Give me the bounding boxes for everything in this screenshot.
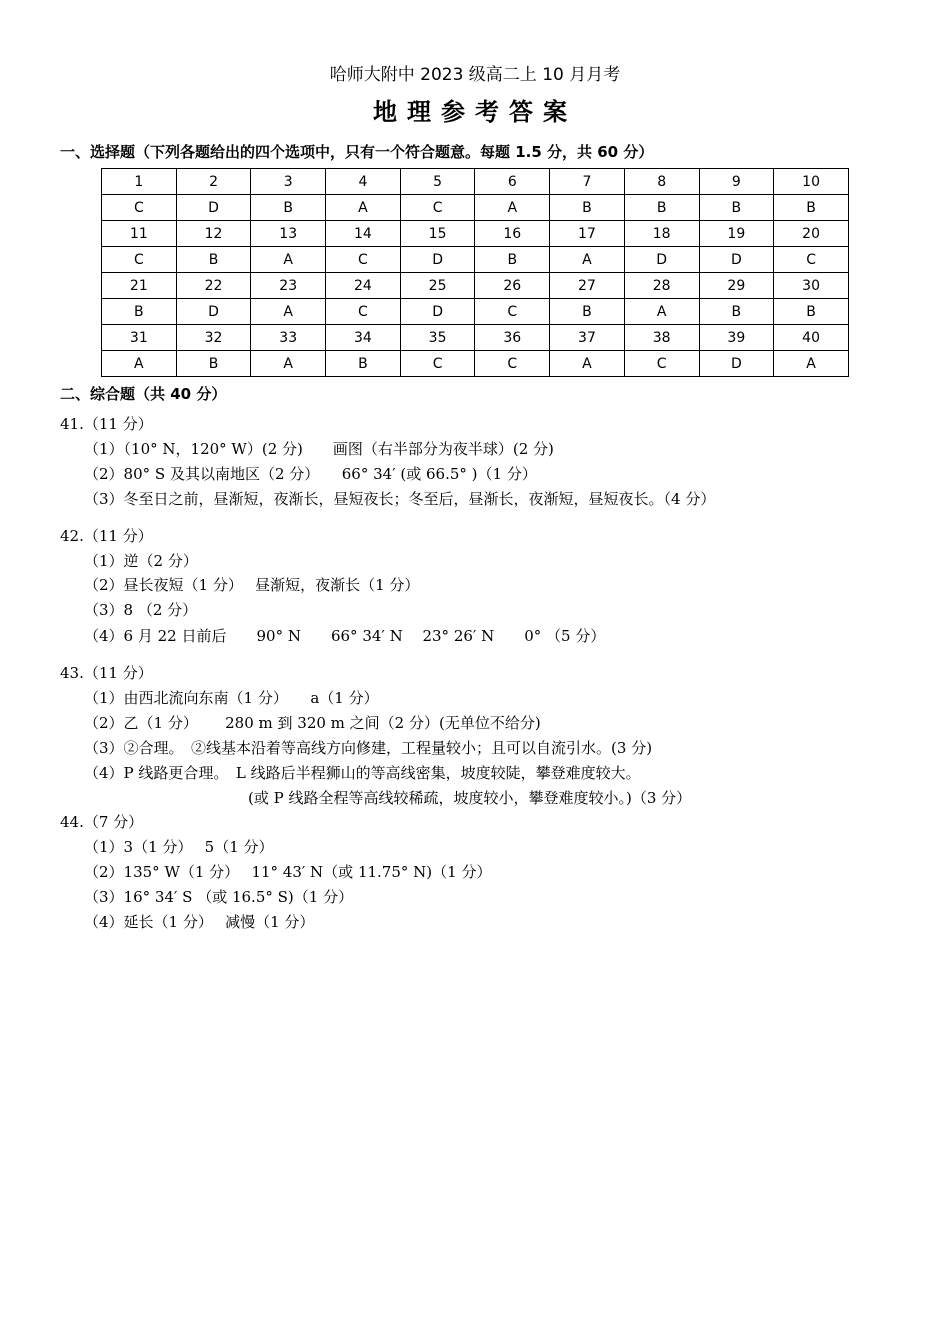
question-number-cell: 31	[102, 325, 177, 351]
question-number-cell: 3	[251, 169, 326, 195]
question-number-cell: 37	[550, 325, 625, 351]
question-number-cell: 19	[699, 221, 774, 247]
question-number-cell: 27	[550, 273, 625, 299]
answer-cell: C	[400, 195, 475, 221]
question-number-cell: 30	[774, 273, 849, 299]
answer-cell: A	[624, 299, 699, 325]
answer-cell: B	[550, 195, 625, 221]
question-number-cell: 20	[774, 221, 849, 247]
question-44-part-4: （4）延长（1 分） 减慢（1 分）	[84, 913, 315, 931]
question-43-part-2: （2）乙（1 分） 280 m 到 320 m 之间（2 分）(无单位不给分)	[84, 714, 541, 732]
question-number-cell: 28	[624, 273, 699, 299]
question-43-part-4: （4）P 线路更合理。 L 线路后半程狮山的等高线密集，坡度较陡，攀登难度较大。	[84, 764, 641, 782]
question-43-part-3: （3）②合理。 ②线基本沿着等高线方向修建，工程量较小；且可以自流引水。(3 分)	[84, 739, 653, 757]
answer-cell: B	[176, 351, 251, 377]
question-43-heading: 43.（11 分）	[60, 664, 153, 682]
question-number-row	[102, 325, 849, 351]
question-number-cell: 2	[176, 169, 251, 195]
question-number-cell: 9	[699, 169, 774, 195]
question-number-cell: 23	[251, 273, 326, 299]
answer-cell: B	[102, 299, 177, 325]
question-number-cell: 21	[102, 273, 177, 299]
answer-cell: A	[550, 351, 625, 377]
question-number-cell: 15	[400, 221, 475, 247]
answer-cell: B	[774, 195, 849, 221]
school-exam-header: 哈师大附中 2023 级高二上 10 月月考	[329, 65, 621, 85]
answer-cell: C	[624, 351, 699, 377]
question-number-row	[102, 221, 849, 247]
question-41-part-2: （2）80° S 及其以南地区（2 分） 66° 34′ (或 66.5° )（1 分）	[84, 465, 537, 483]
answer-cell: A	[251, 247, 326, 273]
question-41-part-1: （1）（10° N，120° W）(2 分) 画图（右半部分为夜半球）(2 分)	[84, 440, 554, 458]
answer-cell: A	[774, 351, 849, 377]
answer-cell: A	[251, 351, 326, 377]
answer-cell: A	[251, 299, 326, 325]
answer-cell: C	[326, 247, 401, 273]
answer-cell: A	[550, 247, 625, 273]
answer-cell: A	[326, 195, 401, 221]
answer-cell: B	[326, 351, 401, 377]
answer-cell: B	[624, 195, 699, 221]
question-number-row	[102, 169, 849, 195]
answer-cell: A	[102, 351, 177, 377]
answer-cell: C	[475, 351, 550, 377]
question-43-part-4-alt: (或 P 线路全程等高线较稀疏，坡度较小，攀登难度较小。)（3 分）	[248, 789, 692, 807]
section-2-heading: 二、综合题（共 40 分）	[60, 385, 227, 403]
question-number-cell: 11	[102, 221, 177, 247]
question-number-cell: 36	[475, 325, 550, 351]
answer-cell: B	[699, 195, 774, 221]
question-44-heading: 44.（7 分）	[60, 813, 144, 831]
question-number-cell: 34	[326, 325, 401, 351]
question-41-part-3: （3）冬至日之前，昼渐短，夜渐长，昼短夜长；冬至后，昼渐长，夜渐短，昼短夜长。（4 分）	[84, 490, 716, 508]
question-number-cell: 17	[550, 221, 625, 247]
answer-cell: B	[699, 299, 774, 325]
question-number-cell: 16	[475, 221, 550, 247]
question-42-part-4: （4）6 月 22 日前后 90° N 66° 34′ N 23° 26′ N 0° （5 分）	[84, 627, 606, 645]
question-number-cell: 24	[326, 273, 401, 299]
question-44-part-2: （2）135° W（1 分） 11° 43′ N（或 11.75° N)（1 分）	[84, 863, 492, 881]
answer-cell: B	[475, 247, 550, 273]
question-number-cell: 25	[400, 273, 475, 299]
answer-row	[102, 351, 849, 377]
question-number-cell: 12	[176, 221, 251, 247]
question-number-cell: 7	[550, 169, 625, 195]
question-number-cell: 18	[624, 221, 699, 247]
question-42-part-1: （1）逆（2 分）	[84, 552, 198, 570]
answer-row	[102, 299, 849, 325]
answer-row	[102, 195, 849, 221]
page-title: 地理参考答案	[373, 97, 577, 126]
answer-row	[102, 247, 849, 273]
question-43-part-1: （1）由西北流向东南（1 分） a（1 分）	[84, 689, 379, 707]
answer-cell: B	[251, 195, 326, 221]
answer-cell: C	[102, 195, 177, 221]
question-number-cell: 22	[176, 273, 251, 299]
question-42-part-2: （2）昼长夜短（1 分） 昼渐短，夜渐长（1 分）	[84, 576, 420, 594]
answer-cell: A	[475, 195, 550, 221]
question-42-part-3: （3）8 （2 分）	[84, 601, 198, 619]
question-number-cell: 32	[176, 325, 251, 351]
question-44-part-3: （3）16° 34′ S （或 16.5° S)（1 分）	[84, 888, 354, 906]
question-number-cell: 40	[774, 325, 849, 351]
section-1-heading: 一、选择题（下列各题给出的四个选项中，只有一个符合题意。每题 1.5 分，共 60 分）	[60, 143, 654, 161]
answer-cell: C	[475, 299, 550, 325]
answer-cell: C	[400, 351, 475, 377]
answer-cell: D	[400, 247, 475, 273]
question-number-cell: 38	[624, 325, 699, 351]
question-number-cell: 5	[400, 169, 475, 195]
question-number-cell: 10	[774, 169, 849, 195]
answer-cell: B	[774, 299, 849, 325]
answer-cell: B	[176, 247, 251, 273]
question-number-cell: 13	[251, 221, 326, 247]
choice-answer-table	[101, 168, 849, 377]
question-number-cell: 39	[699, 325, 774, 351]
answer-cell: C	[102, 247, 177, 273]
question-number-cell: 35	[400, 325, 475, 351]
answer-cell: D	[624, 247, 699, 273]
answer-cell: C	[774, 247, 849, 273]
question-number-cell: 1	[102, 169, 177, 195]
answer-cell: B	[550, 299, 625, 325]
question-44-part-1: （1）3（1 分） 5（1 分）	[84, 838, 274, 856]
answer-cell: D	[699, 247, 774, 273]
answer-cell: D	[176, 195, 251, 221]
question-number-cell: 6	[475, 169, 550, 195]
question-number-cell: 4	[326, 169, 401, 195]
question-number-cell: 33	[251, 325, 326, 351]
question-41-heading: 41.（11 分）	[60, 415, 153, 433]
question-number-row	[102, 273, 849, 299]
answer-cell: C	[326, 299, 401, 325]
question-number-cell: 8	[624, 169, 699, 195]
answer-cell: D	[400, 299, 475, 325]
answer-cell: D	[699, 351, 774, 377]
answer-cell: D	[176, 299, 251, 325]
question-number-cell: 29	[699, 273, 774, 299]
question-42-heading: 42.（11 分）	[60, 527, 153, 545]
question-number-cell: 26	[475, 273, 550, 299]
question-number-cell: 14	[326, 221, 401, 247]
